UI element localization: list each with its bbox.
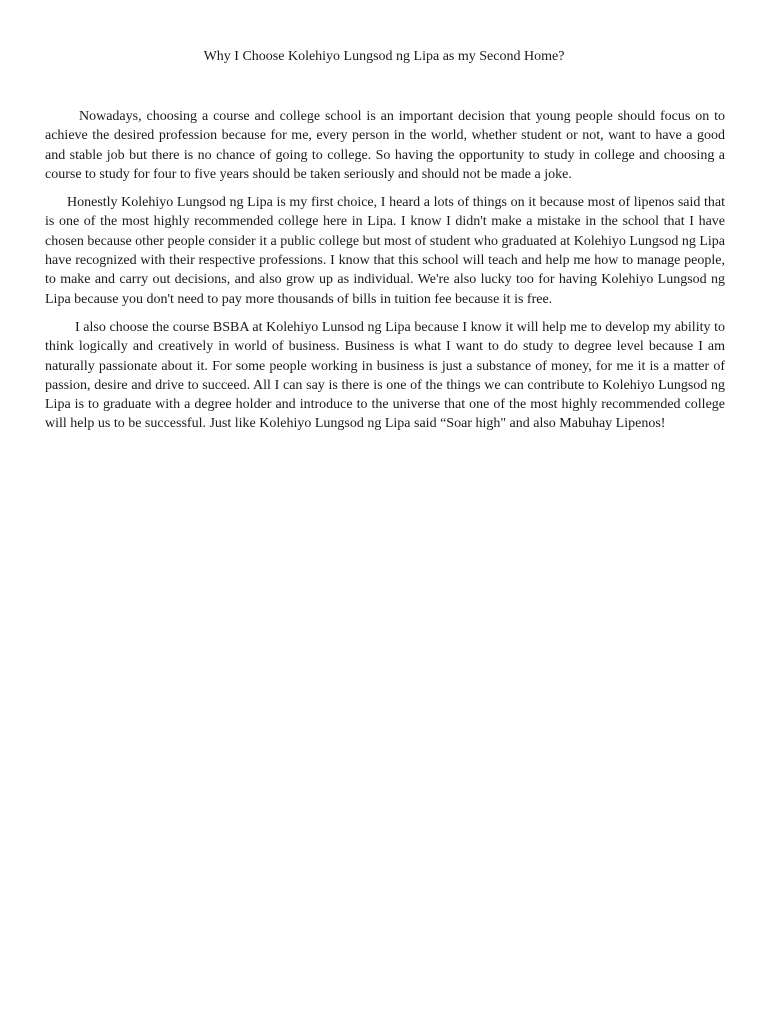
- document-title: Why I Choose Kolehiyo Lungsod ng Lipa as my Second Home?: [203, 49, 565, 64]
- paragraph-3: I also choose the course BSBA at Kolehiyo Lunsod ng Lipa because I know it will help me to develop my ability to think logically and creatively in world of business. Business is what I want to do study to degree level because I am naturally passionate about it. For some people working in business is just a substance of money, for me it is a matter of passion, desire and drive to succeed. All I can say is there is one of the things we can contribute to Kolehiyo Lungsod ng Lipa is to graduate with a degree holder and introduce to the universe that one of the most highly recommended college will help us to be successful. Just like Kolehiyo Lungsod ng Lipa said “Soar high" and also Mabuhay Lipenos!: [45, 319, 725, 432]
- paragraph-1: Nowadays, choosing a course and college school is an important decision that young people should focus on to achieve the desired profession because for me, every person in the world, whether student or not, want to have a good and stable job but there is no chance of going to college. So having the opportunity to study in college and choosing a course to study for four to five years should be taken seriously and should not be made a joke.: [45, 109, 725, 182]
- paragraph-2: Honestly Kolehiyo Lungsod ng Lipa is my first choice, I heard a lots of things on it because most of lipenos said that is one of the most highly recommended college here in Lipa. I know I didn't make a mistake in the school that I have chosen because other people consider it a public college but most of student who graduated at Kolehiyo Lungsod ng Lipa have recognized with their respective professions. I know that this school will teach and help me how to manage people, to make and carry out decisions, and also grow up as individual. We're also lucky too for having Kolehiyo Lungsod ng Lipa because you don't need to pay more thousands of bills in tuition fee because it is free.: [45, 195, 725, 307]
- document-body: [45, 107, 725, 443]
